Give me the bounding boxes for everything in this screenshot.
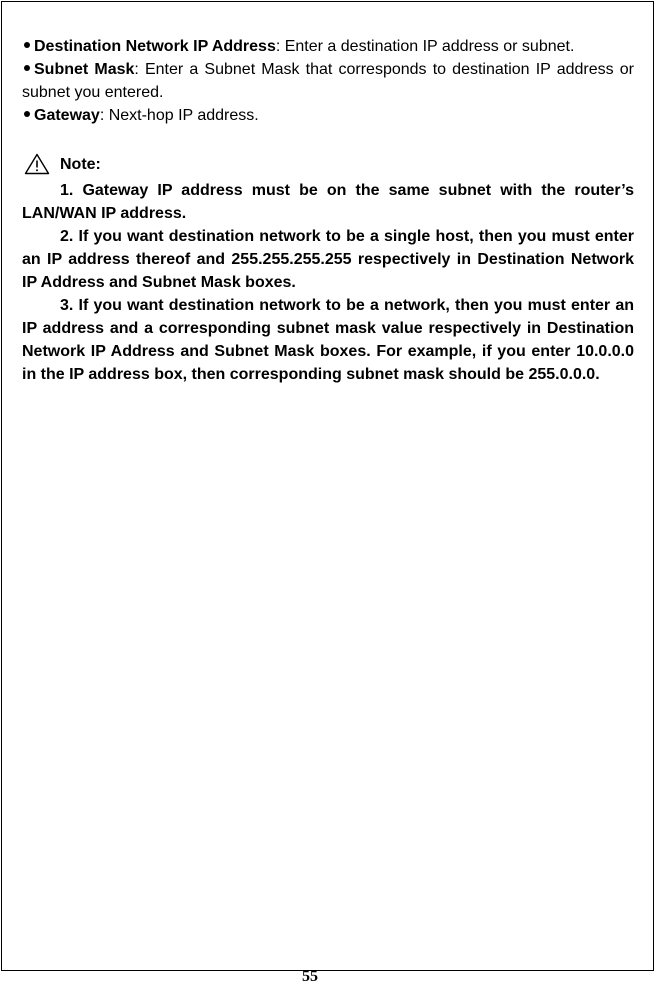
bullet-term: Gateway [34, 107, 100, 124]
note-label: Note: [60, 155, 101, 173]
note-item-1: 1. Gateway IP address must be on the same subnet with the router’s LAN/WAN IP address. [22, 182, 634, 222]
page-number: 55 [302, 968, 318, 985]
bullet-description: : Enter a destination IP address or subnet. [275, 38, 575, 55]
bullet-subnet-mask [22, 58, 634, 104]
note-header [22, 149, 634, 179]
bullet-dot [24, 42, 30, 48]
bullet-description: : Enter a Subnet Mask that corresponds to destination IP address or subnet you entered. [22, 61, 634, 101]
bullet-dot [24, 111, 30, 117]
page-content [22, 35, 634, 386]
note-item-3: 3. If you want destination network to be a network, then you must enter an IP address and a corresponding subnet mask value respectively in Destination Network IP Address and Subnet Mask boxes. For example, if you enter 10.0.0.0 in the IP address box, then corresponding subnet mask should be 255.0.0.0. [22, 297, 634, 383]
bullet-term: Destination Network IP Address [34, 38, 276, 55]
bullet-destination-network [22, 35, 634, 58]
bullet-gateway [22, 104, 634, 127]
bullet-term: Subnet Mask [34, 61, 135, 78]
bullet-description: : Next-hop IP address. [99, 107, 259, 124]
bullet-dot [24, 65, 30, 71]
warning-icon [24, 153, 50, 175]
note-item-2: 2. If you want destination network to be a single host, then you must enter an IP address thereof and 255.255.255.255 respectively in Destination Network IP Address and Subnet Mask boxes. [22, 228, 634, 291]
